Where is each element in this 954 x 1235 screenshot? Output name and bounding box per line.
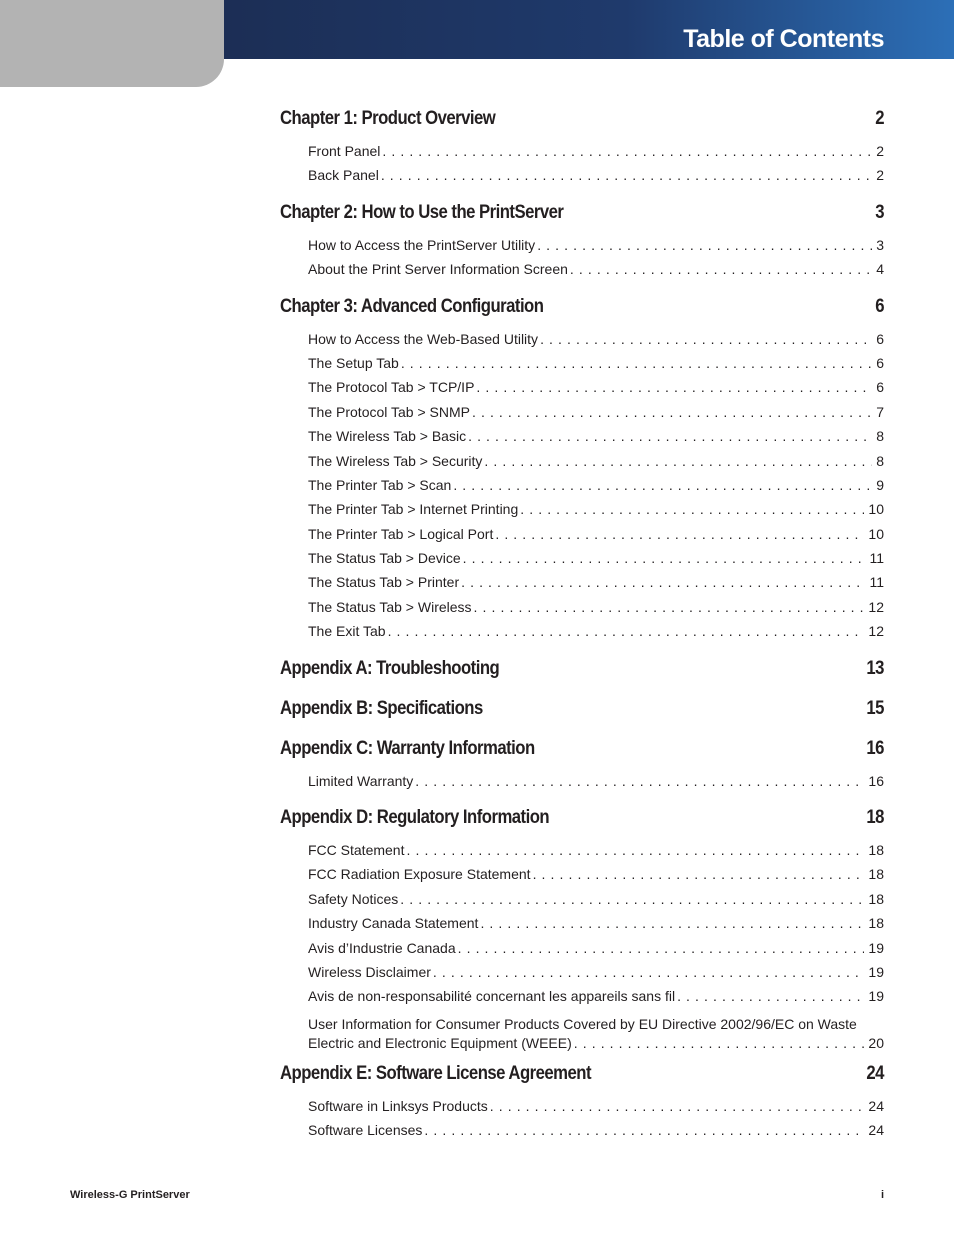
toc-entry-page: 6	[876, 354, 884, 371]
toc-chapter-page: 24	[866, 1062, 884, 1084]
toc-chapter-title: Appendix D: Regulatory Information	[280, 807, 550, 829]
toc-chapter-page: 2	[875, 108, 884, 129]
toc-entry-title: The Printer Tab > Scan	[308, 476, 452, 493]
toc-chapter-page: 15	[866, 697, 884, 719]
toc-entry-page: 11	[869, 574, 884, 591]
toc-entry-title: FCC Statement	[308, 842, 405, 859]
header-bar	[224, 0, 954, 59]
toc-entry-page: 6	[876, 330, 884, 347]
toc-entry-page: 7	[876, 403, 884, 420]
toc-entry-link[interactable]	[308, 550, 884, 574]
toc-entry-title: Wireless Disclaimer	[308, 963, 431, 980]
section-spacer	[280, 725, 884, 738]
toc-entry-page: 18	[868, 866, 884, 883]
dot-leader	[461, 574, 865, 590]
dot-leader	[453, 477, 872, 493]
dot-leader	[495, 526, 864, 542]
toc-entry-title: Safety Notices	[308, 890, 399, 907]
toc-entry-title: The Status Tab > Wireless	[308, 598, 472, 615]
toc-entry-link[interactable]	[308, 453, 884, 477]
dot-leader	[424, 1122, 864, 1138]
dot-leader	[382, 143, 872, 159]
toc-section	[280, 738, 884, 797]
toc-entry-page: 24	[868, 1097, 884, 1114]
toc-entry-title-line2: Electric and Electronic Equipment (WEEE)	[308, 1034, 572, 1051]
toc-chapter-title: Chapter 1: Product Overview	[280, 108, 496, 129]
toc-chapter-link[interactable]	[280, 738, 884, 765]
toc-entry-link[interactable]	[308, 842, 884, 866]
toc-entry-title: The Exit Tab	[308, 623, 386, 640]
toc-entry-page: 18	[868, 842, 884, 859]
toc-entry-link[interactable]	[308, 428, 884, 452]
toc-entry-page: 9	[876, 476, 884, 493]
toc-entry-title: User Information for Consumer Products Covered by EU Directive 2002/96/EC on Waste	[308, 1015, 857, 1032]
table-of-contents	[280, 108, 884, 1157]
toc-entry-link[interactable]	[308, 940, 884, 964]
toc-entry-list	[280, 1098, 884, 1147]
toc-entry-link[interactable]	[308, 501, 884, 525]
toc-entry-page: 24	[868, 1122, 884, 1139]
section-spacer	[280, 685, 884, 698]
dot-leader	[533, 866, 865, 882]
toc-entry-title: The Status Tab > Device	[308, 550, 461, 567]
dot-leader	[415, 773, 864, 789]
toc-entry-page: 19	[868, 939, 884, 956]
toc-entry-page: 3	[876, 236, 884, 253]
toc-chapter-page: 16	[866, 737, 884, 759]
toc-chapter-title: Chapter 2: How to Use the PrintServer	[280, 201, 564, 223]
toc-entry-page: 10	[868, 501, 884, 518]
toc-entry-page: 18	[868, 890, 884, 907]
toc-entry-list	[280, 237, 884, 286]
toc-entry-page: 12	[868, 598, 884, 615]
toc-entry-page: 16	[868, 772, 884, 789]
toc-chapter-page: 18	[866, 807, 884, 829]
toc-chapter-link[interactable]	[280, 658, 884, 685]
footer-page-number: i	[880, 1189, 884, 1201]
toc-entry-title: How to Access the PrintServer Utility	[308, 236, 536, 253]
toc-chapter-title: Appendix E: Software License Agreement	[280, 1062, 592, 1084]
toc-entry-title: Software Licenses	[308, 1122, 423, 1139]
toc-entry-page: 8	[876, 452, 884, 469]
toc-entry-page: 19	[868, 963, 884, 980]
toc-section	[280, 108, 884, 192]
dot-leader	[484, 453, 872, 469]
toc-entry-title: Front Panel	[308, 143, 381, 159]
corner-tab-decoration	[0, 0, 224, 87]
toc-section	[280, 807, 884, 1053]
toc-entry-link[interactable]	[308, 574, 884, 598]
toc-entry-link[interactable]	[308, 599, 884, 623]
toc-entry-title: The Status Tab > Printer	[308, 574, 460, 591]
toc-entry-link[interactable]	[308, 915, 884, 939]
dot-leader	[458, 940, 865, 956]
toc-entry-link[interactable]	[308, 526, 884, 550]
footer-product-name: Wireless-G PrintServer	[70, 1189, 190, 1201]
toc-chapter-title: Chapter 3: Advanced Configuration	[280, 295, 544, 317]
toc-entry-page: 2	[876, 143, 884, 159]
toc-entry-page: 6	[876, 379, 884, 396]
dot-leader	[433, 964, 865, 980]
dot-leader	[677, 988, 864, 1004]
dot-leader	[520, 501, 864, 517]
dot-leader	[400, 891, 864, 907]
toc-entry-link[interactable]	[308, 331, 884, 355]
toc-entry-link[interactable]	[308, 167, 884, 191]
toc-entry-link[interactable]	[308, 988, 884, 1012]
toc-chapter-page: 13	[866, 657, 884, 679]
toc-section	[280, 698, 884, 738]
toc-entry-title: About the Print Server Information Screen	[308, 261, 568, 278]
dot-leader	[401, 355, 872, 371]
toc-entry-title: Avis de non-responsabilité concernant les appareils sans fil	[308, 988, 676, 1005]
toc-entry-page: 8	[876, 428, 884, 445]
page-title: Table of Contents	[683, 25, 884, 53]
toc-entry-title: Back Panel	[308, 167, 379, 184]
toc-chapter-title: Appendix A: Troubleshooting	[280, 657, 500, 679]
dot-leader	[480, 915, 864, 931]
toc-entry-link[interactable]	[308, 379, 884, 403]
toc-entry-page: 18	[868, 915, 884, 932]
toc-entry-title: Industry Canada Statement	[308, 915, 479, 932]
dot-leader	[472, 404, 872, 420]
toc-entry-link[interactable]	[308, 964, 884, 988]
toc-chapter-title: Appendix B: Specifications	[280, 697, 483, 719]
toc-entry-title: The Protocol Tab > SNMP	[308, 403, 470, 420]
toc-section	[280, 202, 884, 286]
toc-entry-list	[280, 842, 884, 1053]
toc-entry-page: 10	[868, 525, 884, 542]
toc-entry-link[interactable]	[308, 143, 884, 167]
toc-entry-title: The Setup Tab	[308, 354, 399, 371]
toc-entry-link[interactable]	[308, 623, 884, 647]
dot-leader	[381, 167, 872, 183]
toc-chapter-link[interactable]	[280, 202, 884, 229]
toc-entry-title: Limited Warranty	[308, 772, 414, 789]
toc-entry-title: How to Access the Web-Based Utility	[308, 330, 539, 347]
toc-chapter-link[interactable]	[280, 108, 884, 135]
dot-leader	[388, 623, 865, 639]
toc-entry-list	[280, 331, 884, 648]
toc-entry-link[interactable]	[308, 237, 884, 261]
toc-chapter-link[interactable]	[280, 807, 884, 834]
toc-entry-link[interactable]	[308, 891, 884, 915]
dot-leader	[468, 428, 872, 444]
dot-leader	[463, 550, 866, 566]
toc-entry-link[interactable]	[308, 773, 884, 797]
dot-leader	[406, 842, 864, 858]
dot-leader	[537, 237, 872, 253]
toc-entry-link[interactable]	[308, 355, 884, 379]
toc-chapter-page: 3	[875, 201, 884, 223]
toc-chapter-link[interactable]	[280, 698, 884, 725]
toc-entry-title: Avis d’Industrie Canada	[308, 939, 456, 956]
toc-entry-title: The Printer Tab > Logical Port	[308, 525, 494, 542]
toc-entry-title: The Protocol Tab > TCP/IP	[308, 379, 475, 396]
toc-chapter-link[interactable]	[280, 1063, 884, 1090]
toc-entry-link[interactable]	[308, 404, 884, 428]
toc-entry-list	[280, 143, 884, 192]
toc-entry-list	[280, 773, 884, 797]
toc-chapter-page: 6	[875, 295, 884, 317]
toc-section	[280, 1063, 884, 1147]
toc-section	[280, 296, 884, 648]
toc-section	[280, 658, 884, 698]
toc-entry-title: Software in Linksys Products	[308, 1097, 488, 1114]
toc-entry-page: 2	[876, 167, 884, 184]
toc-entry-title: FCC Radiation Exposure Statement	[308, 866, 531, 883]
dot-leader	[476, 379, 872, 395]
dot-leader	[574, 1034, 865, 1053]
dot-leader	[490, 1098, 865, 1114]
toc-entry-link[interactable]	[308, 1098, 884, 1122]
toc-chapter-link[interactable]	[280, 296, 884, 323]
toc-entry-link[interactable]	[308, 1015, 884, 1053]
toc-entry-page: 11	[869, 550, 884, 567]
toc-entry-title: The Wireless Tab > Basic	[308, 428, 467, 445]
toc-entry-link[interactable]	[308, 866, 884, 890]
toc-entry-page: 19	[868, 988, 884, 1005]
toc-entry-title: The Printer Tab > Internet Printing	[308, 501, 519, 518]
toc-entry-page: 20	[868, 1034, 884, 1051]
dot-leader	[540, 331, 872, 347]
dot-leader	[570, 261, 872, 277]
toc-entry-link[interactable]	[308, 1122, 884, 1146]
toc-chapter-title: Appendix C: Warranty Information	[280, 737, 535, 759]
toc-entry-title: The Wireless Tab > Security	[308, 452, 483, 469]
toc-entry-link[interactable]	[308, 477, 884, 501]
toc-entry-page: 4	[876, 261, 884, 278]
toc-entry-link[interactable]	[308, 261, 884, 285]
toc-entry-page: 12	[868, 623, 884, 640]
dot-leader	[474, 599, 865, 615]
